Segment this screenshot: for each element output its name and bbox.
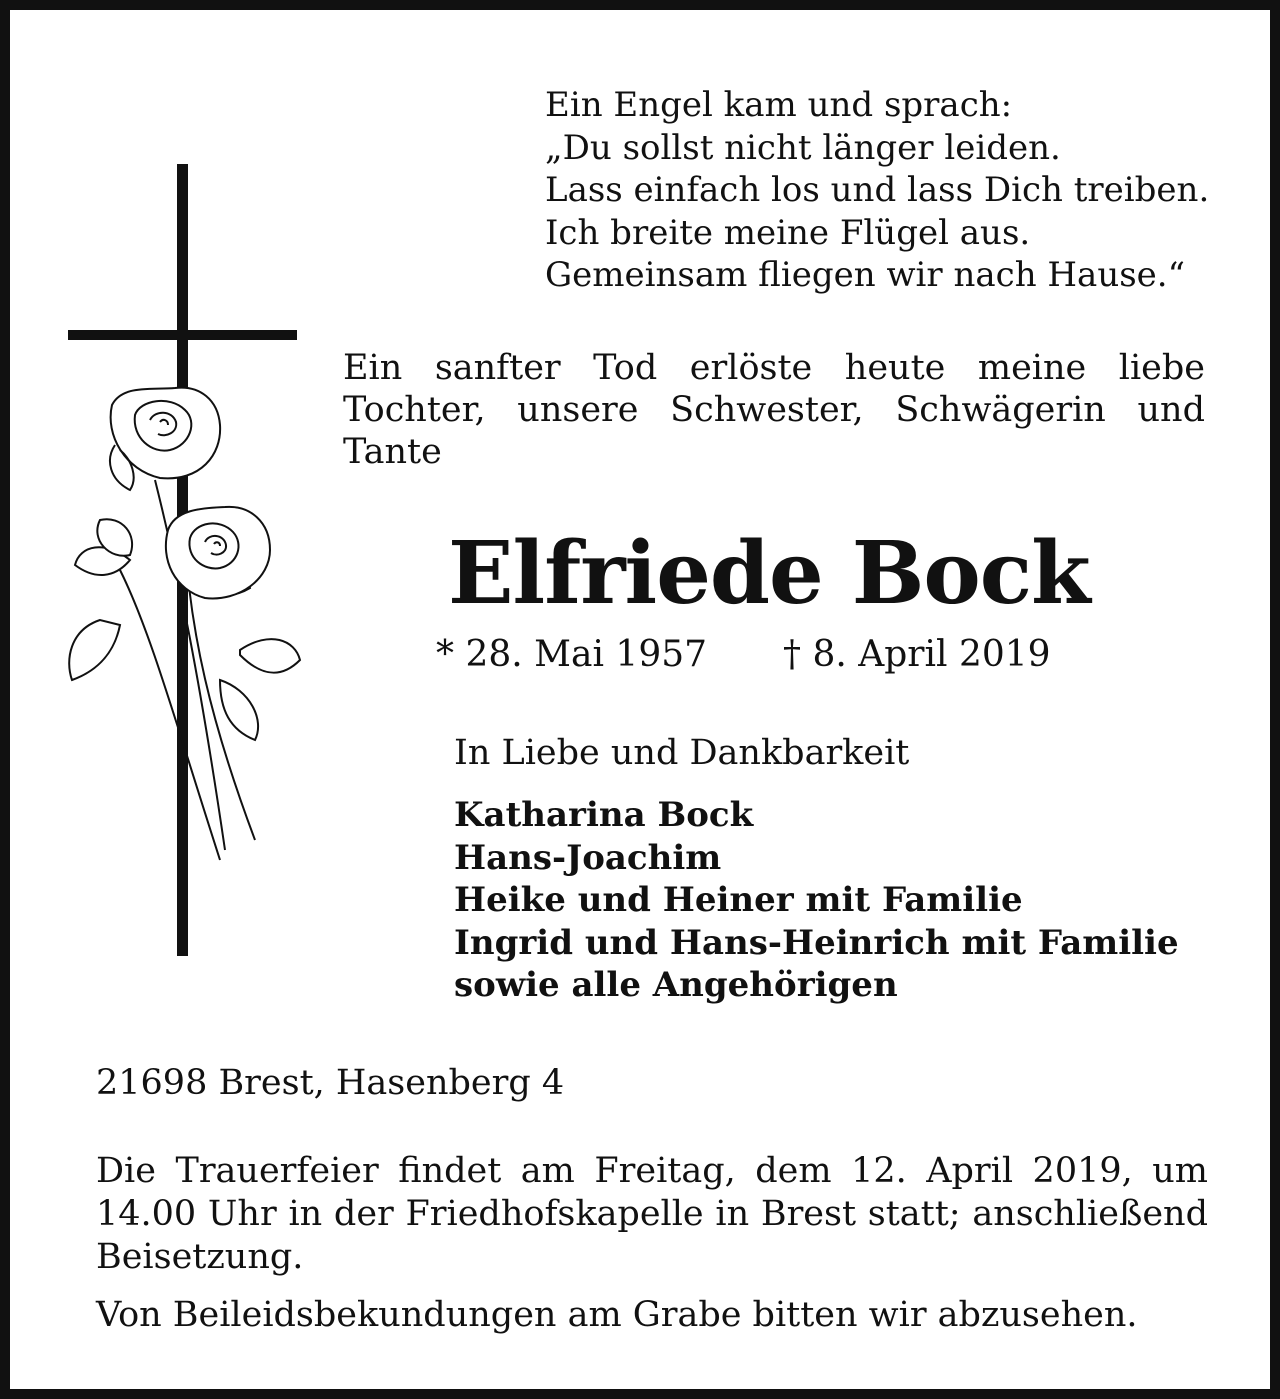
funeral-notice: Die Trauerfeier findet am Freitag, dem 12. April 2019, um 14.00 Uhr in der Friedhofskapelle in Brest statt; anschließend Beisetzung. [96,1151,1208,1277]
mourners-list [454,794,1179,1007]
deceased-name: Elfriede Bock [448,523,1090,624]
poem-line: Ich breite meine Flügel aus. [545,212,1031,253]
mourner-name: Ingrid und Hans-Heinrich mit Familie [454,922,1179,963]
cross-with-roses-illustration [60,160,310,960]
poem [545,84,1209,297]
poem-line: Ein Engel kam und sprach: [545,85,1013,125]
death-date: † 8. April 2019 [783,634,1051,675]
poem-line: Lass einfach los und lass Dich treiben. [545,170,1210,210]
address: 21698 Brest, Hasenberg 4 [96,1063,565,1103]
closing-note: Von Beileidsbekundungen am Grabe bitten wir abzusehen. [96,1295,1138,1335]
birth-date: * 28. Mai 1957 [436,634,708,675]
poem-line: Gemeinsam fliegen wir nach Hause.“ [545,255,1185,295]
mourner-name: Hans-Joachim [454,837,722,878]
farewell-line: In Liebe und Dankbarkeit [454,733,910,773]
mourner-name: Heike und Heiner mit Familie [454,880,1023,920]
mourner-name: sowie alle Angehörigen [454,965,898,1005]
poem-line: „Du sollst nicht länger leiden. [545,127,1061,168]
death-announcement: Ein sanfter Tod erlöste heute meine liebe Tochter, unsere Schwester, Schwägerin und Tante [343,348,1205,472]
mourner-name: Katharina Bock [454,795,754,835]
